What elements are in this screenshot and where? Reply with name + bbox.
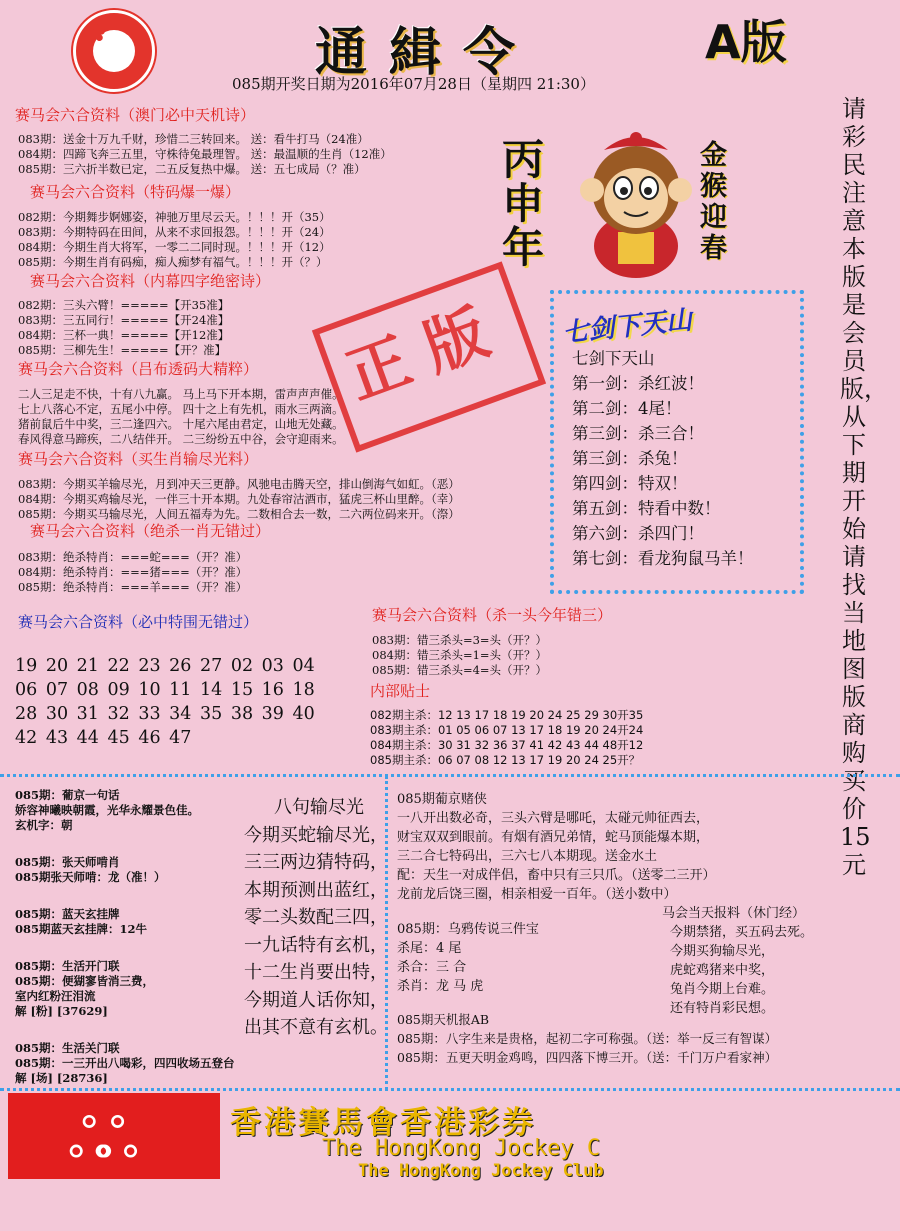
footer-cn: 香港賽馬會香港彩券 [230, 1105, 536, 1141]
section-title-buylose: 赛马会六合资料（买生肖输尽光料） [18, 450, 259, 468]
page-title: 通緝令 [315, 23, 538, 83]
list-item: 083期：送金十万九千财，珍惜二三转回来。 送：看牛打马（24准） [18, 132, 369, 146]
list-item: 085期：五更天明金鸡鸣，四四落下博三开。（送：千门万户看家神） [397, 1050, 778, 1065]
list-item: 马会当天报料（休门经） [662, 906, 806, 921]
list-item: 085期：便猢寥皆消三费， [15, 974, 155, 988]
year-label: 丙申年 [502, 135, 545, 272]
list-item: 083期：绝杀特肖：===蛇===（开？准） [18, 550, 248, 564]
authentic-stamp: 正版 [312, 261, 546, 452]
lubu-lines [18, 387, 344, 447]
list-item: 杀合：三 合 [397, 960, 467, 975]
list-item: 083期：错三杀头=3=头（开？） [372, 633, 548, 647]
inside-tips-lines [370, 708, 643, 768]
number-row: 19 20 21 22 23 26 27 02 03 04 [15, 656, 315, 676]
list-item: 今期道人话你知， [244, 989, 388, 1011]
list-item: 084期：四蹄飞奔三五里，守株待兔最理智。 送：最温顺的生肖（12准） [18, 147, 392, 161]
section-title-killhead: 赛马会六合资料（杀一头今年错三） [372, 606, 613, 624]
list-item: 杀尾：4 尾 [397, 941, 462, 956]
list-item: 085期天机报AB [397, 1012, 490, 1027]
list-item: 春风得意马蹄疾，二八结伴开。 二三纷纷五中谷，会守迎雨来。 [18, 432, 344, 446]
list-item: 第三剑：杀三合！ [572, 424, 704, 443]
number-row: 42 43 44 45 46 47 [15, 728, 192, 748]
divider [0, 774, 900, 777]
edition-label: A版 [705, 15, 787, 69]
jockey-club-logo [8, 1093, 220, 1179]
eight-lines-poem [244, 794, 388, 1042]
list-item: 第二剑：4尾！ [572, 399, 682, 418]
list-item: 085期：八字生来是贵格，起初二字可称强。（送：举一反三有智谋） [397, 1031, 778, 1046]
list-item: 杀肖：龙 马 虎 [397, 979, 484, 994]
hk-emblem-logo [73, 10, 155, 92]
list-item: 085期：生活开门联 [15, 959, 120, 973]
list-item: 出其不意有玄机。 [244, 1017, 388, 1038]
list-item: 084期：今期生肖大将军，一零二二同时现。！！！开（12） [18, 240, 331, 254]
list-item: 解 [场] [28736] [15, 1071, 108, 1085]
bauhinia-icon: ✿ [86, 19, 107, 47]
list-item: 虎蛇鸡猪来中奖， [670, 963, 775, 978]
list-item: 本期预测出蓝红， [244, 879, 388, 901]
list-item: 今期买蛇输尽光， [244, 824, 388, 846]
list-item: 085期：今期生肖有码痴，痴人痴梦有福气。！！！开（？） [18, 255, 328, 269]
list-item: 084期：错三杀头=1=头（开？） [372, 648, 548, 662]
list-item: 084期：绝杀特肖：===猪===（开？准） [18, 565, 248, 579]
seven-swords-lines [572, 346, 754, 571]
list-item: 一九话特有玄机， [244, 934, 388, 956]
section-title-killone: 赛马会六合资料（绝杀一肖无错过） [30, 522, 271, 540]
horse-block [662, 904, 813, 1018]
list-item: 第七剑：看龙狗鼠马羊！ [572, 549, 754, 568]
vertical-notice: 请彩民注意本版是会员版，从下期开始请找当地图版商购买价15元 [840, 95, 888, 879]
section-title-mustrange: 赛马会六合资料（必中特围无错过） [18, 613, 259, 631]
buylose-lines [18, 477, 460, 522]
list-item: 三三两边猜特码， [244, 852, 388, 873]
list-item: 娇容神曦映朝霞，光华永耀景色佳。 [15, 803, 199, 817]
number-grid [15, 654, 315, 750]
list-item: 第六剑：杀四门！ [572, 524, 704, 543]
killhead-lines [372, 633, 547, 678]
list-item: 085期：乌鸦传说三件宝 [397, 922, 539, 937]
list-item: 085期：生活关门联 [15, 1041, 120, 1055]
list-item: 十二生肖要出特， [244, 962, 388, 983]
footer-en2: The HongKong Jockey Club [358, 1161, 604, 1181]
list-item: 一八开出数必奇，三头六臂是哪吒，太碰元帅征西去， [397, 811, 710, 826]
number-row: 06 07 08 09 10 11 14 15 16 18 [15, 680, 315, 700]
divider [0, 1088, 900, 1091]
inner-lines [18, 298, 229, 358]
list-item: 二人三足走不快，十有八九赢。 马上马下开本期，雷声声声催。 [18, 387, 344, 401]
knot-icon: ஃஃ [68, 1107, 125, 1170]
list-item: 082期：今期舞步婀娜姿，神驰万里尽云天。！！！开（35） [18, 210, 331, 224]
list-item: 084期主杀：30 31 32 36 37 41 42 43 44 48开12 [370, 738, 644, 752]
section-title-lubu: 赛马会六合资料（吕布透码大精粹） [18, 360, 259, 378]
list-item: 第三剑：杀兔！ [572, 449, 688, 468]
list-item: 085期张天师啃：龙（准！） [15, 870, 166, 884]
list-item: 龙前龙后饶三圈，相亲相爱一百年。（送小数中） [397, 887, 677, 902]
list-item: 085期：绝杀特肖：===羊===（开？准） [18, 580, 248, 594]
list-item: 085期：三六折半数已定，二五反复热中爆。 送：五七成局（？准） [18, 162, 366, 176]
special-lines [18, 210, 331, 270]
list-item: 083期主杀：01 05 06 07 13 17 18 19 20 24开24 [370, 723, 644, 737]
footer-en1: The HongKong Jockey C [322, 1136, 601, 1161]
list-item: 零二头数配三四， [244, 907, 388, 928]
list-item: 兔肖今期上台难。 [670, 982, 775, 997]
list-item: 085期葡京赌侠 [397, 792, 487, 807]
list-item: 第五剑：特看中数！ [572, 499, 721, 518]
section-title-macau: 赛马会六合资料（澳门必中天机诗） [15, 106, 256, 124]
list-item: 084期：三杯一典！=====【开12准】 [18, 328, 230, 342]
list-item: 085期：错三杀头=4=头（开？） [372, 663, 548, 677]
greeting-label: 金猴迎春 [700, 140, 727, 264]
list-item: 今期禁猪，买五码去死。 [670, 925, 814, 940]
gamblers-block [397, 790, 716, 904]
seven-swords-title: 七剑下天山 [561, 305, 694, 349]
list-item: 室内红粉汪泪流 [15, 989, 96, 1003]
number-row: 28 30 31 32 33 34 35 38 39 40 [15, 704, 315, 724]
list-item: 玄机字：朝 [15, 818, 73, 832]
list-item: 解 [粉] [37629] [15, 1004, 108, 1018]
killone-lines [18, 550, 247, 595]
list-item: 第四剑：特双！ [572, 474, 688, 493]
list-item: 083期：今期买羊输尽光，月到冲天三更静。风驰电击腾天空，排山倒海气如虹。（恶） [18, 477, 460, 491]
tianji-block [397, 1010, 777, 1067]
list-item: 三二合七特码出，三六七八本期现。送金水土 [397, 849, 658, 864]
list-item: 084期：今期买鸡输尽光，一伴三十开本期。九处春帘沽酒市，猛虎三杯山里醉。（幸） [18, 492, 460, 506]
list-item: 七上八落心不定，五尾小中停。 四十之上有先机，雨水三两滴。 [18, 402, 344, 416]
list-item: 今期买狗输尽光， [670, 944, 775, 959]
draw-date: 085期开奖日期为2016年07月28日（星期四 21:30） [232, 75, 595, 93]
bottom-left-blocks [15, 788, 235, 1086]
list-item: 配：天生一对成伴侣，畜中只有三只爪。（送零二三开） [397, 868, 716, 883]
crow-block [397, 920, 539, 996]
list-item: 085期：三柳先生！=====【开？准】 [18, 343, 227, 357]
monkey-illustration [566, 128, 706, 278]
list-item: 085期：一三开出八喝彩，四四收场五登台 [15, 1056, 235, 1070]
list-item: 还有特肖彩民想。 [670, 1001, 775, 1016]
list-item: 085期蓝天玄挂牌：12牛 [15, 922, 148, 936]
section-title-special: 赛马会六合资料（特码爆一爆） [30, 183, 241, 201]
list-item: 085期主杀：06 07 08 12 13 17 19 20 24 25开？ [370, 753, 641, 767]
list-item: 083期：今期特码在田间，从来不求回报怨。！！！开（24） [18, 225, 331, 239]
list-item: 085期：蓝天玄挂牌 [15, 907, 120, 921]
list-item: 082期主杀：12 13 17 18 19 20 24 25 29 30开35 [370, 708, 644, 722]
list-item: 七剑下天山 [572, 349, 655, 368]
list-item: 财宝双双到眼前。有烟有酒兄弟情，蛇马顶能爆本期， [397, 830, 710, 845]
poem-title: 八句输尽光 [274, 797, 364, 818]
list-item: 第一剑：杀红波！ [572, 374, 704, 393]
list-item: 082期：三头六臂！=====【开35准】 [18, 298, 230, 312]
list-item: 083期：三五同行！=====【开24准】 [18, 313, 230, 327]
list-item: 085期：张天师啃肖 [15, 855, 120, 869]
list-item: 085期：葡京一句话 [15, 788, 120, 802]
list-item: 猪前鼠后牛中奖，三二逢四六。 十尾六尾由君定，山地无处藏。 [18, 417, 344, 431]
list-item: 085期：今期买马输尽光，人间五福寿为先。二数相合去一数，二六两位码来开。（漈） [18, 507, 460, 521]
section-title-inner: 赛马会六合资料（内幕四字绝密诗） [30, 272, 271, 290]
macau-lines [18, 132, 392, 177]
section-title-inside: 内部贴士 [370, 682, 431, 700]
